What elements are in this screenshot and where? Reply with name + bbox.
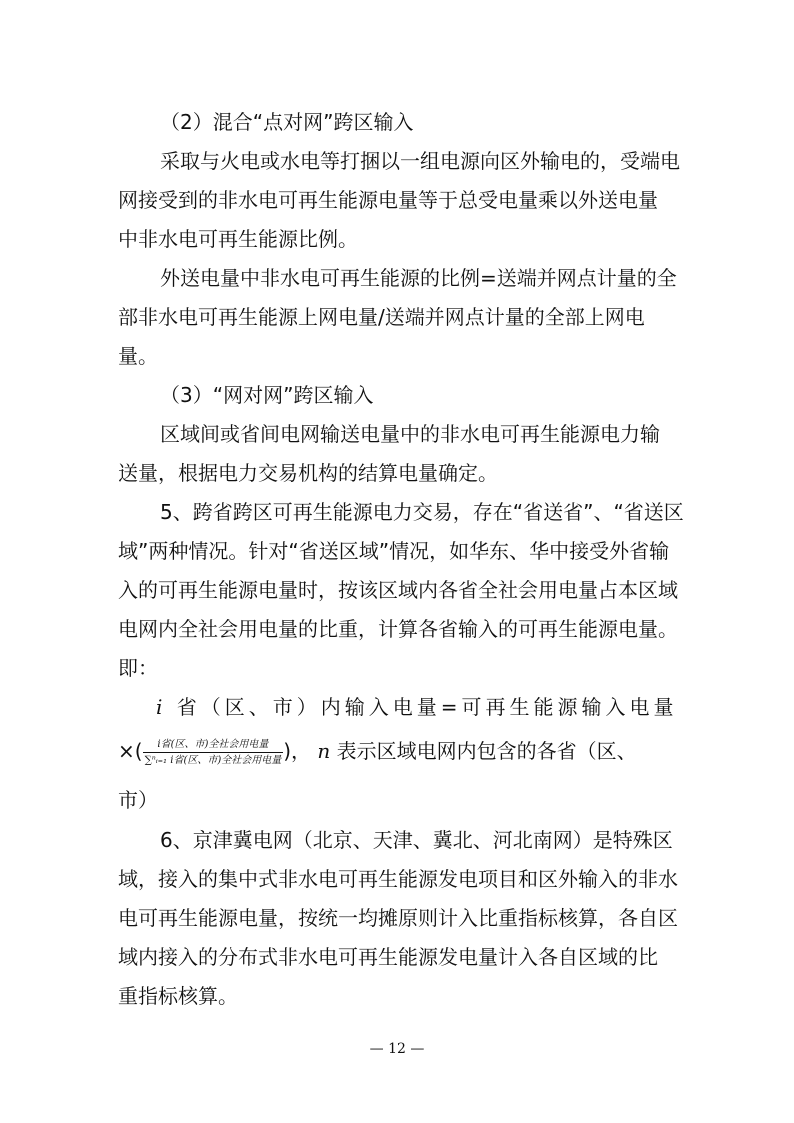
formula-text: 省（区、市）内输入电量=可再生能源输入电量 [176, 695, 678, 719]
paragraph-line: 区域间或省间电网输送电量中的非水电可再生能源电力输 [160, 422, 660, 446]
paragraph-line: 重指标核算。 [118, 984, 238, 1008]
paragraph-line: 域，接入的集中式非水电可再生能源发电项目和区外输入的非水 [118, 867, 678, 891]
paragraph-line: 电网内全社会用电量的比重，计算各省输入的可再生能源电量。 [118, 617, 678, 641]
page-number: — 12 — [369, 1041, 425, 1057]
formula-close: )， [283, 739, 312, 763]
paragraph-line: 中非水电可再生能源比例。 [118, 227, 358, 251]
paragraph-line: 外送电量中非水电可再生能源的比例=送端并网点计量的全 [160, 266, 677, 290]
paragraph-line: 域内接入的分布式非水电可再生能源发电量计入各自区域的比 [118, 945, 658, 969]
formula-numerator: i省(区、市)全社会用电量 [143, 738, 284, 753]
paragraph-line: 6、京津冀电网（北京、天津、冀北、河北南网）是特殊区 [160, 828, 673, 852]
formula-line-3: 市） [118, 788, 158, 812]
paragraph-line: 域”两种情况。针对“省送区域”情况，如华东、华中接受外省输 [118, 539, 670, 563]
paragraph-line: 量。 [118, 344, 158, 368]
paragraph-line: 入的可再生能源电量时，按该区域内各省全社会用电量占本区域 [118, 578, 678, 602]
formula-fraction [143, 738, 284, 767]
paragraph-line: 采取与火电或水电等打捆以一组电源向区外输电的，受端电 [160, 149, 680, 173]
paragraph-line: 5、跨省跨区可再生能源电力交易，存在“省送省”、“省送区 [160, 500, 684, 524]
formula-open-paren: ( [134, 739, 143, 763]
formula-times: × [118, 739, 135, 763]
paragraph-line: 即： [118, 656, 158, 680]
paragraph-line: 电可再生能源电量，按统一均摊原则计入比重指标核算，各自区 [118, 906, 678, 930]
formula-line-2 [118, 733, 637, 769]
paragraph-line: 网接受到的非水电可再生能源电量等于总受电量乘以外送电量 [118, 188, 658, 212]
paragraph-line: 部非水电可再生能源上网电量/送端并网点计量的全部上网电 [118, 305, 645, 329]
formula-var-i: i [156, 695, 167, 719]
heading-2: （2）混合“点对网”跨区输入 [160, 110, 414, 134]
heading-3: （3）“网对网”跨区输入 [160, 383, 374, 407]
formula-denominator: ∑ⁿᵢ₌₁ i省(区、市)全社会用电量 [144, 755, 282, 766]
formula-tail: 表示区域电网内包含的各省（区、 [336, 739, 637, 763]
formula-line-1 [156, 693, 678, 721]
formula-var-n: n [317, 739, 331, 763]
paragraph-line: 送量，根据电力交易机构的结算电量确定。 [118, 461, 498, 485]
